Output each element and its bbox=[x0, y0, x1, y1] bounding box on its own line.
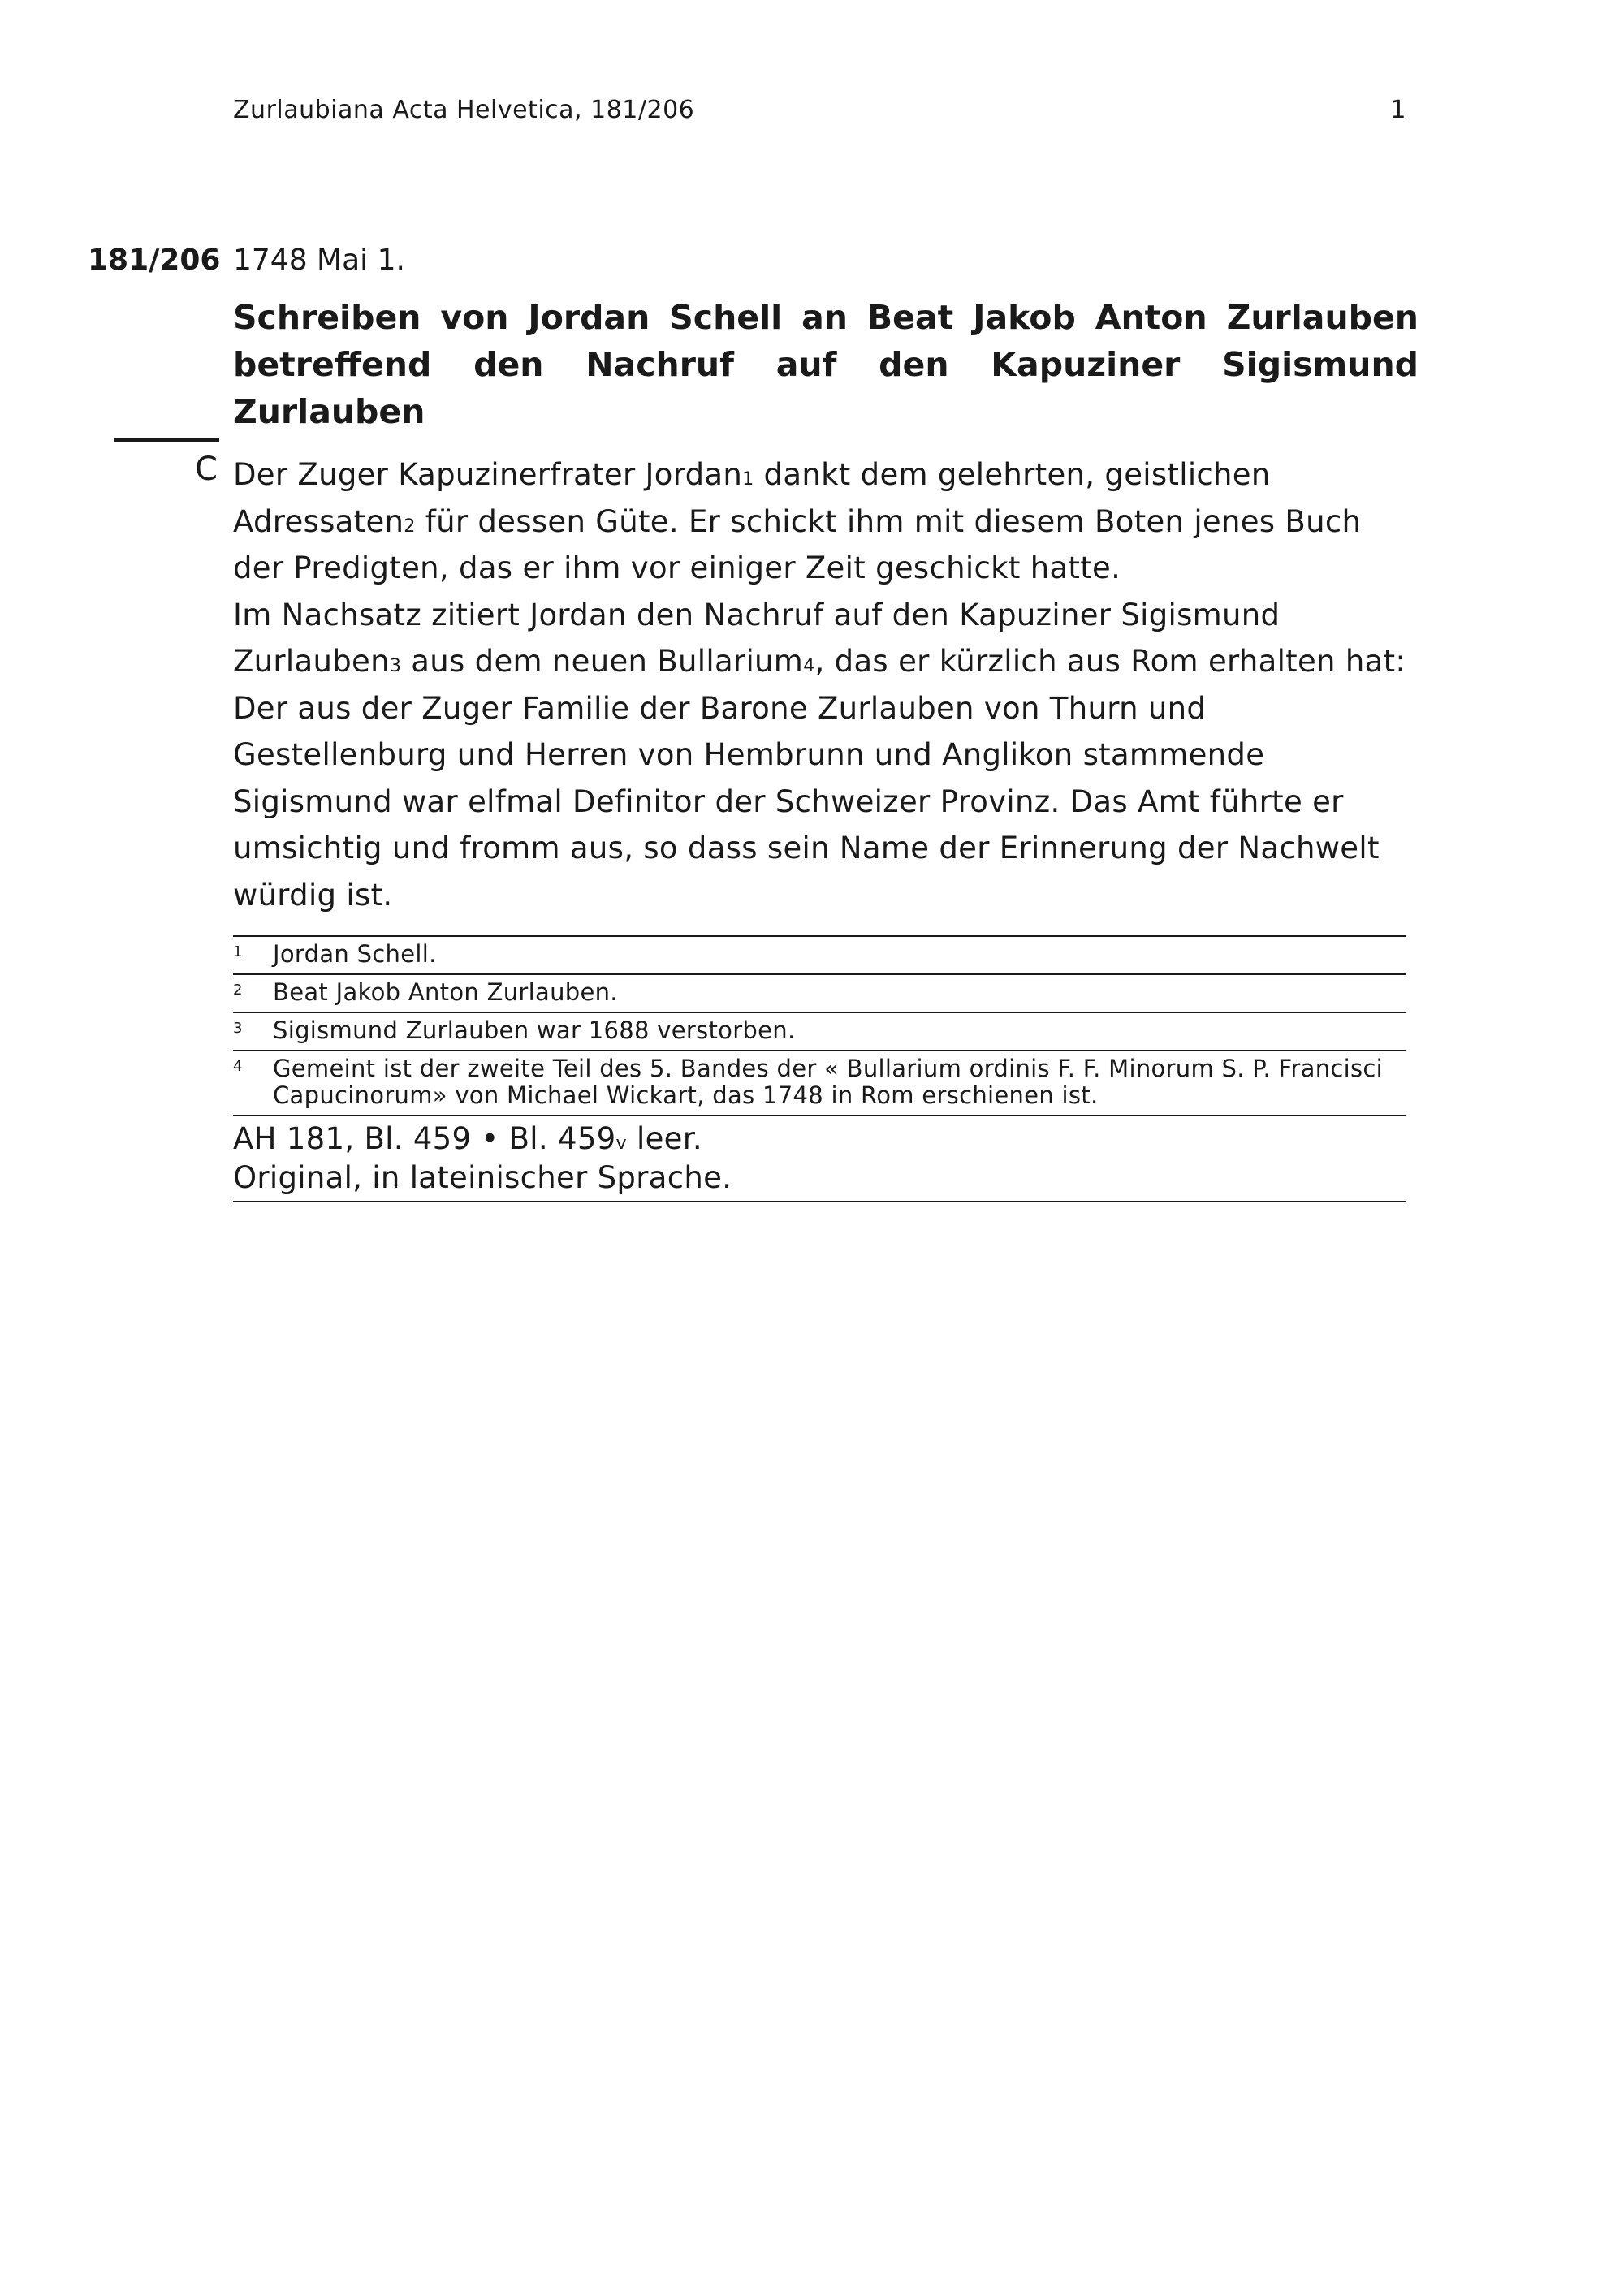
footnote-ref-1[interactable]: 1 bbox=[742, 468, 754, 490]
regest bbox=[233, 451, 1419, 918]
footnote-text: Gemeint ist der zweite Teil des 5. Bandes der « Bullarium ordinis F. F. Minorum S. P. Francisci Capucinorum» von Michael Wickart, das 1748 in Rom erschienen ist. bbox=[273, 1055, 1384, 1109]
footnote-mark: 3 bbox=[233, 1020, 243, 1037]
source-note bbox=[233, 1115, 1406, 1202]
page-number: 1 bbox=[1390, 96, 1406, 124]
footnote-ref-3[interactable]: 3 bbox=[389, 655, 402, 676]
footnotes bbox=[233, 935, 1406, 1202]
document-date: 1748 Mai 1. bbox=[233, 244, 405, 277]
running-title: Zurlaubiana Acta Helvetica, 181/206 bbox=[233, 96, 695, 124]
footnote-mark: 4 bbox=[233, 1058, 243, 1075]
footnote-2 bbox=[233, 973, 1406, 1012]
footnote-ref-2[interactable]: 2 bbox=[404, 515, 416, 537]
footnote-3 bbox=[233, 1012, 1406, 1050]
footnote-ref-4[interactable]: 4 bbox=[803, 655, 815, 676]
footnote-mark: 1 bbox=[233, 943, 243, 960]
footnote-text: Beat Jakob Anton Zurlauben. bbox=[273, 978, 618, 1006]
margin-rule bbox=[114, 438, 219, 442]
source-line-2: Original, in lateinischer Sprache. bbox=[233, 1160, 732, 1195]
footnote-4 bbox=[233, 1050, 1406, 1115]
document-number: 181/206 bbox=[88, 244, 221, 277]
regest-paragraph-1: Der Zuger Kapuzinerfrater Jordan$^1$ dankt dem gelehrten, geistlichen Adressaten$^2$ für dessen Güte. Er schickt ihm mit diesem Boten jenes Buch der Predigten, das er ihm vor einiger Zeit geschickt hatte. bbox=[233, 457, 1362, 585]
document-title: Schreiben von Jordan Schell an Beat Jakob Anton Zurlauben betreffend den Nachruf auf den Kapuziner Sigismund Zurlauben bbox=[233, 298, 1419, 431]
margin-letter: C bbox=[195, 451, 218, 488]
footnote-1 bbox=[233, 935, 1406, 973]
footnote-text: Sigismund Zurlauben war 1688 verstorben. bbox=[273, 1016, 796, 1044]
running-head bbox=[233, 96, 1406, 124]
footnote-mark: 2 bbox=[233, 982, 243, 999]
footnote-text: Jordan Schell. bbox=[273, 940, 437, 968]
regest-paragraph-2: Im Nachsatz zitiert Jordan den Nachruf auf den Kapuziner Sigismund Zurlauben$^3$ aus dem neuen Bullarium$^4$, das er kürzlich aus Rom erhalten hat: Der aus der Zuger Familie der Barone Zurlauben von Thurn und Gestellenburg und Herren von Hembrunn und Anglikon stammende Sigismund war elfmal Definitor der Schweizer Provinz. Das Amt führte er umsichtig und fromm aus, so dass sein Name der Erinnerung der Nachwelt würdig ist. bbox=[233, 597, 1406, 913]
source-line-1: AH 181, Bl. 459 • Bl. 459$^v$ leer. bbox=[233, 1121, 702, 1156]
